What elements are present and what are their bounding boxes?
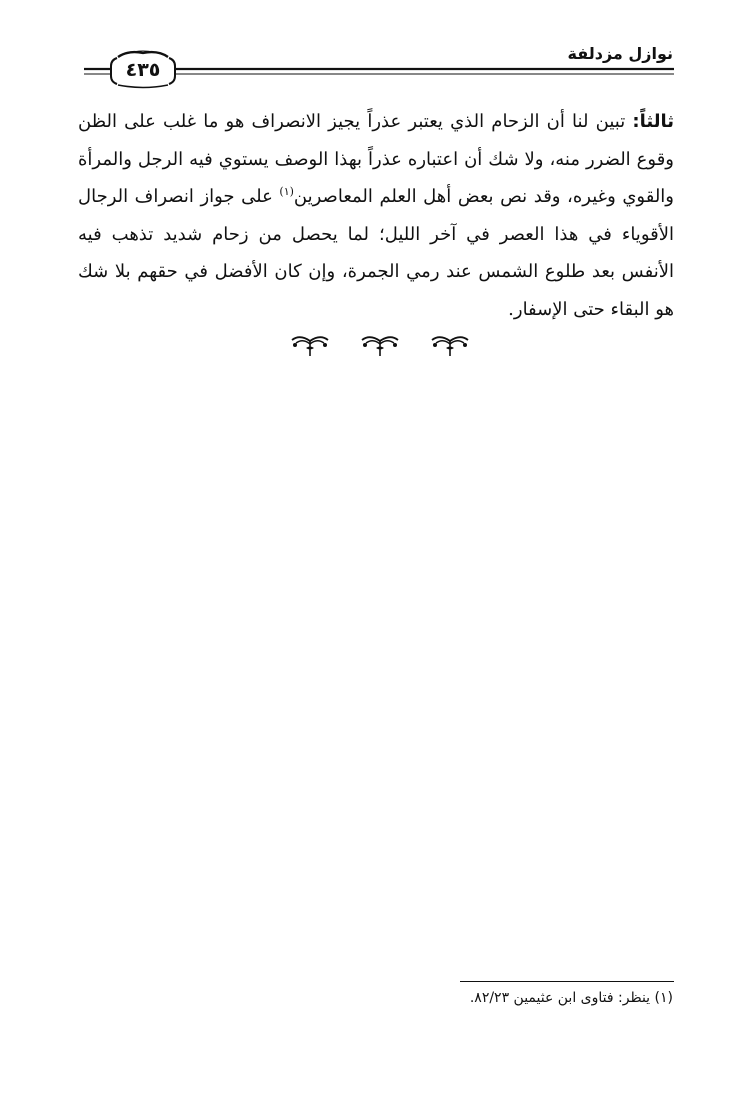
paragraph-lead: ثالثاً: — [632, 111, 674, 132]
floral-ornament-icon — [360, 332, 400, 358]
floral-ornament-icon — [290, 332, 330, 358]
footnote-separator — [460, 981, 674, 982]
paragraph-text-1: تبين لنا أن الزحام الذي يعتبر عذراً يجيز الانصراف هو ما غلب على الظن وقوع الضرر منه، ولا شك أن اعتباره عذراً بهذا الوصف يستوي فيه الرجل والمرأة والقوي وغيره، وقد نص بعض أهل العلم المعاصرين — [78, 111, 674, 207]
footnote-reference[interactable]: (١) — [279, 185, 294, 198]
running-title: نوازل مزدلفة — [567, 44, 673, 63]
footnote — [470, 990, 673, 1006]
paragraph-text-2: على جواز انصراف الرجال الأقوياء في هذا العصر في آخر الليل؛ لما يحصل من زحام شديد تذهب فيه الأنفس بعد طلوع الشمس عند رمي الجمرة، وإن كان الأفضل في حقهم بلا شك هو البقاء حتى الإسفار. — [78, 186, 674, 320]
main-paragraph — [78, 103, 674, 328]
section-divider-ornaments — [290, 332, 470, 362]
footnote-marker: (١) — [654, 990, 673, 1006]
page-number: ٤٣٥ — [125, 59, 161, 81]
floral-ornament-icon — [430, 332, 470, 358]
footnote-text: ينظر: فتاوى ابن عثيمين ٨٢/٢٣. — [469, 990, 651, 1006]
page-header — [0, 0, 755, 100]
